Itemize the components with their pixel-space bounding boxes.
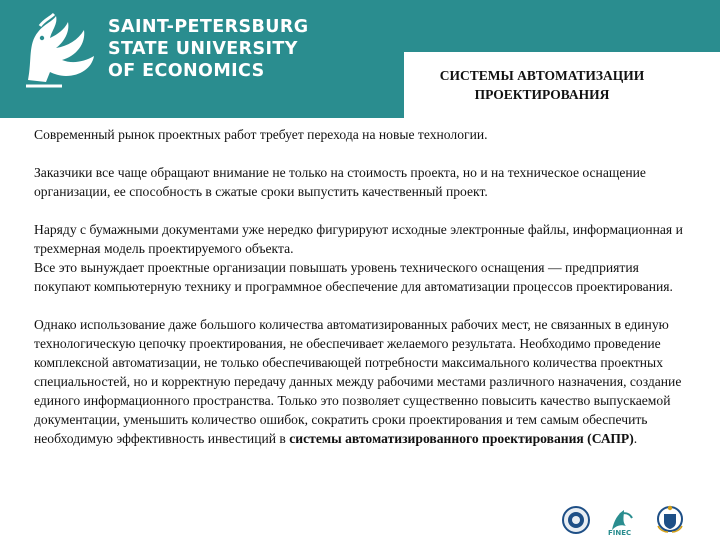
university-name-line: OF ECONOMICS [108, 61, 265, 81]
griffin-logo-icon [22, 10, 100, 92]
paragraph-1: Современный рынок проектных работ требует перехода на новые технологии. [34, 127, 488, 142]
paragraph-3: Наряду с бумажными документами уже нередко фигурируют исходные электронные файлы, информационная и трехмерная модель проектируемого объекта. [34, 222, 683, 256]
finec-logo-icon [608, 510, 632, 536]
paragraph-gap [34, 296, 690, 315]
university-name-line: STATE UNIVERSITY [108, 39, 298, 59]
university-name [108, 16, 308, 82]
paragraph-5-text: Однако использование даже большого количества автоматизированных рабочих мест, не связанных в единую технологическую цепочку проектирования, не обеспечивает желаемого результата. Необходимо проведение комплексной автоматизации, не только обеспечивающей потребности максимального количества проектных специальностей, но и корректную передачу данных между рабочими местами различного назначения, создание единого информационного пространства. Только это позволяет существенно повысить качество выпускаемой документации, уменьшить количество ошибок, сократить сроки проектирования и тем самым обеспечить необходимую эффективность инвестиций в [34, 317, 682, 446]
cad-systems-term: системы автоматизированного проектирования (САПР) [289, 431, 634, 446]
paragraph-gap [34, 201, 690, 220]
footer-logos-graphic [560, 504, 700, 536]
crest-icon [658, 506, 682, 532]
slide-body [34, 125, 690, 448]
emblem-seal-icon [563, 507, 589, 533]
slide-title-line: СИСТЕМЫ АВТОМАТИЗАЦИИ [439, 68, 645, 83]
paragraph-2: Заказчики все чаще обращают внимание не только на стоимость проекта, но и на техническое оснащение организации, ее способность в сжатые сроки выпустить качественный проект. [34, 165, 646, 199]
slide-title [404, 66, 680, 104]
footer-logos [560, 504, 700, 536]
paragraph-gap [34, 144, 690, 163]
university-name-line: SAINT-PETERSBURG [108, 17, 309, 37]
paragraph-5 [34, 315, 690, 448]
paragraph-5-end: . [633, 431, 638, 446]
finec-label: FINEC [608, 529, 632, 536]
paragraph-4: Все это вынуждает проектные организации повышать уровень технического оснащения — предприятия покупают компьютерную технику и программное обеспечение для автоматизации процессов проектирования. [34, 260, 673, 294]
slide-title-line: ПРОЕКТИРОВАНИЯ [474, 87, 610, 102]
